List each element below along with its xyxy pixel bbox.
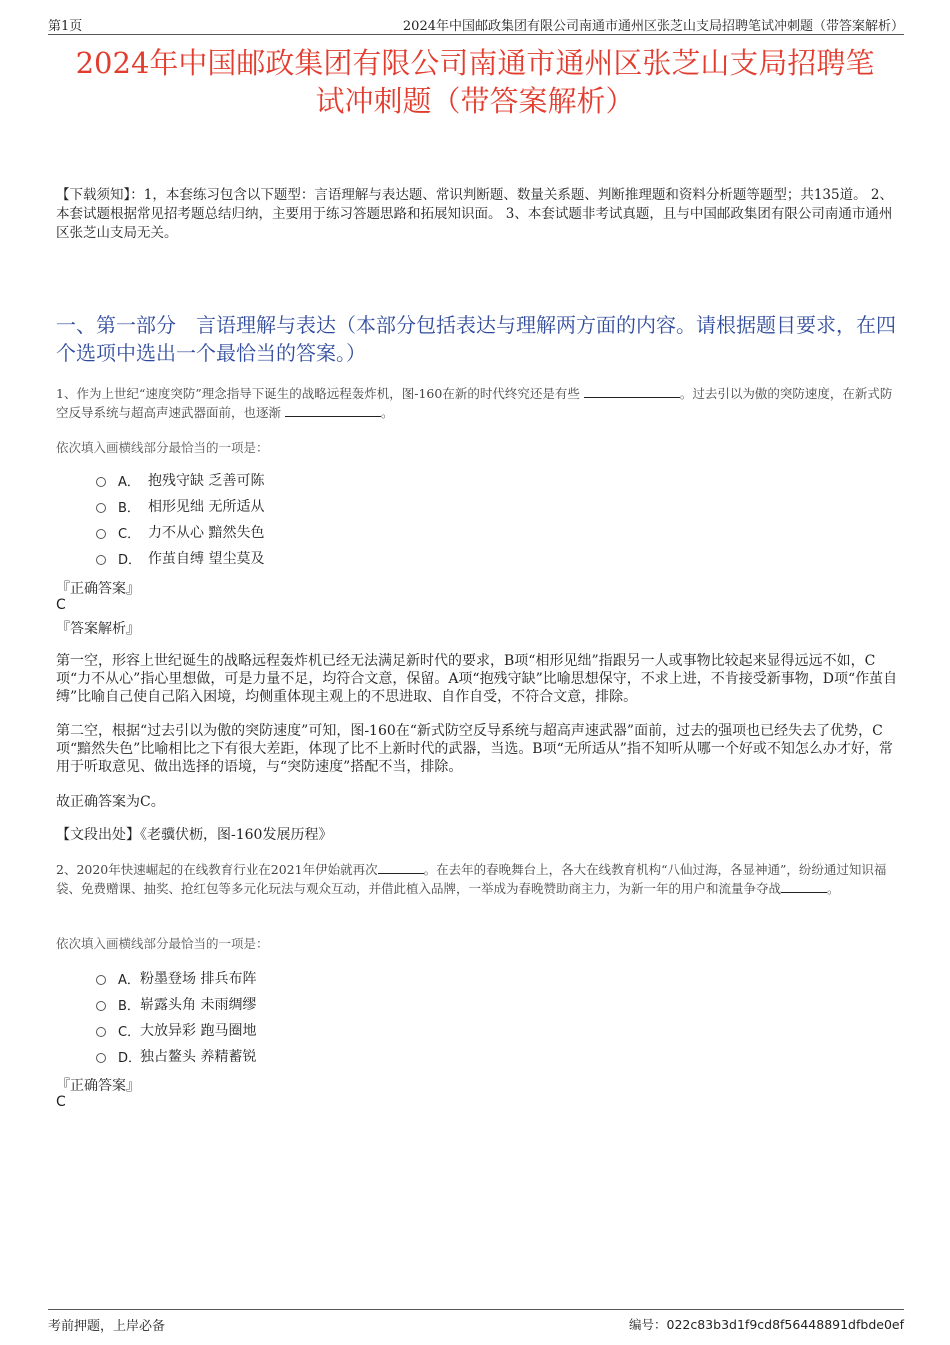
analysis-paragraph-2: 第二空，根据“过去引以为傲的突防速度”可知，图-160在“新式防空反导系统与超高声速武器”面前，过去的强项也已经失去了优势，C项“黯然失色”比喻相比之下有很大差距，体现了比不上新时代的武器，当选。B项“无所适从”指不知听从哪一个好或不知怎么办才好，常用于听取意见、做出选择的语境，与“突防速度”搭配不当，排除。	[56, 723, 893, 775]
option-letter: B．	[118, 998, 140, 1014]
option-text: 粉墨登场 排兵布阵	[140, 971, 257, 987]
section-heading: 一、第一部分 言语理解与表达（本部分包括表达与理解两方面的内容。请根据题目要求，在四个选项中选出一个最恰当的答案。）	[56, 313, 896, 365]
page-footer	[48, 1309, 904, 1334]
radio-icon[interactable]	[96, 975, 106, 985]
option-text: 抱残守缺 乏善可陈	[148, 473, 265, 489]
question-2-prompt: 依次填入画横线部分最恰当的一项是：	[56, 936, 269, 951]
question-1-prompt: 依次填入画横线部分最恰当的一项是：	[56, 440, 269, 455]
correct-answer-label: 『正确答案』	[56, 1078, 140, 1094]
download-notice: 【下载须知】：1，本套练习包含以下题型：言语理解与表达题、常识判断题、数量关系题、判断推理题和资料分析题等题型；共135道。 2、本套试题根据常见招考题总结归纳，主要用于练习答题思路和拓展知识面。 3、本套试题非考试真题，且与中国邮政集团有限公司南通市通州区张芝山支局无关。	[56, 187, 893, 241]
question-2-blank-1	[378, 861, 424, 874]
question-2-part-b: 。在去年的春晚舞台上，各大在线教育机构“八仙过海，各显神通”，纷纷通过知识福袋、免费赠课、抽奖、抢红包等多元化玩法与观众互动，并借此植入品牌，一举成为春晚赞助商主力，为新一年的用户和流量争夺战	[56, 862, 887, 896]
page-header	[48, 12, 904, 35]
question-2-blank-2	[781, 880, 827, 893]
header-doc-title: 2024年中国邮政集团有限公司南通市通州区张芝山支局招聘笔试冲刺题（带答案解析）	[402, 19, 904, 34]
question-1-part-b: 。过去引以为傲的突防速度，在新式防空反导系统与超高声速武器面前，也逐渐	[56, 386, 893, 420]
radio-icon[interactable]	[96, 555, 106, 565]
question-2-text	[56, 860, 898, 898]
option-letter: B．	[118, 500, 140, 516]
option-d[interactable]	[96, 1043, 256, 1069]
option-text: 相形见绌 无所适从	[148, 499, 265, 515]
question-1-options	[96, 467, 264, 571]
option-c[interactable]	[96, 1017, 256, 1043]
radio-icon[interactable]	[96, 1001, 106, 1011]
option-b[interactable]	[96, 991, 256, 1017]
option-a[interactable]	[96, 467, 264, 493]
title-line-1: 2024年中国邮政集团有限公司南通市通州区张芝山支局招聘笔	[75, 46, 875, 80]
footer-slogan: 考前押题，上岸必备	[48, 1319, 166, 1334]
option-letter: C．	[118, 526, 141, 542]
option-b[interactable]	[96, 493, 264, 519]
option-text: 作茧自缚 望尘莫及	[148, 551, 265, 567]
option-text: 大放异彩 跑马圈地	[140, 1023, 257, 1039]
question-1-text	[56, 384, 898, 422]
analysis-conclusion: 故正确答案为C。	[56, 794, 165, 810]
option-text: 崭露头角 未雨绸缪	[140, 997, 257, 1013]
source-citation: 【文段出处】《老骥伏枥，图-160发展历程》	[56, 827, 333, 843]
correct-answer-label: 『正确答案』	[56, 581, 140, 597]
option-letter: C．	[118, 1024, 141, 1040]
question-2-part-a: 2、2020年快速崛起的在线教育行业在2021年伊始就再次	[56, 862, 378, 877]
radio-icon[interactable]	[96, 1053, 106, 1063]
option-letter: A．	[118, 972, 140, 988]
option-text: 力不从心 黯然失色	[148, 525, 265, 541]
option-letter: D．	[118, 1050, 142, 1066]
document-title	[40, 44, 910, 120]
radio-icon[interactable]	[96, 503, 106, 513]
option-letter: D．	[118, 552, 142, 568]
correct-answer-value: C	[56, 597, 66, 613]
page-number: 第1页	[48, 19, 83, 34]
analysis-label: 『答案解析』	[56, 621, 140, 637]
title-line-2: 试冲刺题（带答案解析）	[315, 84, 635, 118]
question-2-part-c: 。	[827, 881, 840, 896]
option-d[interactable]	[96, 545, 264, 571]
question-1-blank-2	[285, 404, 381, 417]
question-1-part-a: 1、作为上世纪“速度突防”理念指导下诞生的战略远程轰炸机，图-160在新的时代终究还是有些	[56, 386, 580, 401]
question-1-blank-1	[584, 385, 680, 398]
option-text: 独占鳌头 养精蓄锐	[140, 1049, 257, 1065]
footer-serial-number: 编号：022c83b3d1f9cd8f56448891dfbde0ef	[629, 1317, 904, 1332]
option-letter: A．	[118, 474, 140, 490]
option-c[interactable]	[96, 519, 264, 545]
question-2-options	[96, 965, 256, 1069]
radio-icon[interactable]	[96, 477, 106, 487]
radio-icon[interactable]	[96, 529, 106, 539]
correct-answer-value: C	[56, 1094, 66, 1110]
radio-icon[interactable]	[96, 1027, 106, 1037]
question-1-part-c: 。	[381, 405, 394, 420]
option-a[interactable]	[96, 965, 256, 991]
analysis-paragraph-1: 第一空，形容上世纪诞生的战略远程轰炸机已经无法满足新时代的要求，B项“相形见绌”指跟另一人或事物比较起来显得远远不如，C项“力不从心”指心里想做，可是力量不足，均符合文意，保留。A项“抱残守缺”比喻思想保守，不求上进，不肯接受新事物，D项“作茧自缚”比喻自己使自己陷入困境，均侧重体现主观上的不思进取、自作自受，不符合文意，排除。	[56, 653, 898, 705]
